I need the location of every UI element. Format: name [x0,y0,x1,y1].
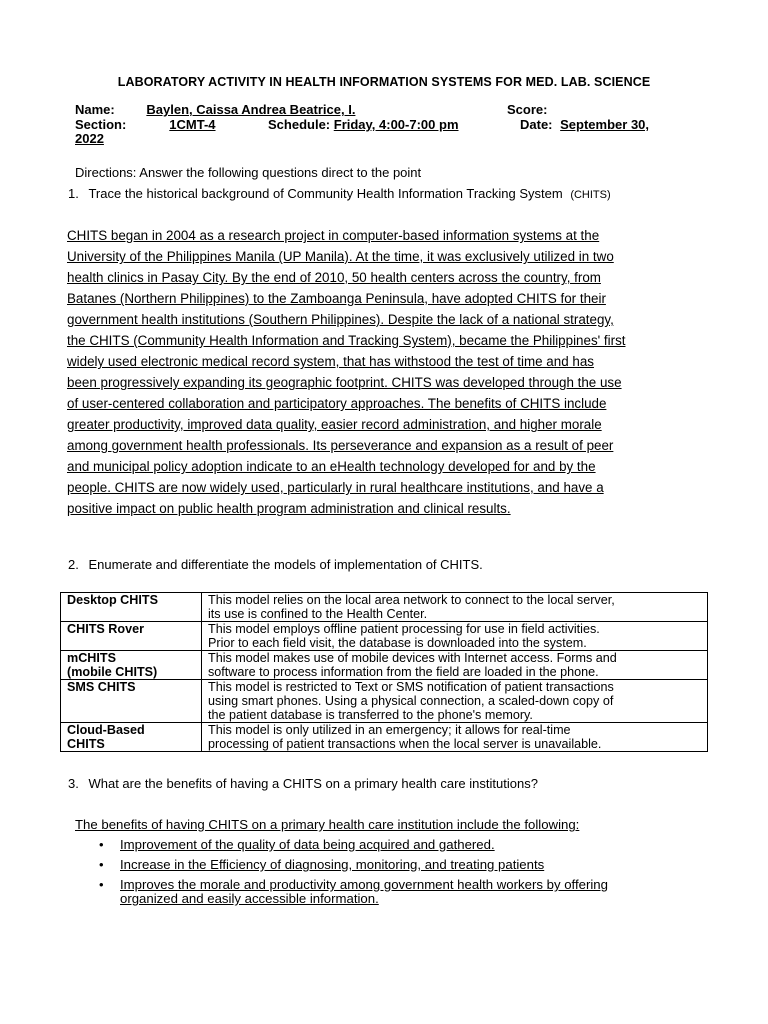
schedule-label: Schedule: [268,117,331,132]
answer-1-line: people. CHITS are now widely used, particularly in rural healthcare institutions, and have a [67,480,604,495]
schedule-row [268,117,514,132]
answer-1-line: positive impact on public health program administration and clinical results. [67,501,511,516]
model-description-line: its use is confined to the Health Center. [208,607,428,621]
answer-1-line: and municipal policy adoption indicate to an eHealth technology developed for and by the [67,459,596,474]
model-description-cell [202,680,708,723]
answer-3-intro: The benefits of having CHITS on a primary health care institution include the following: [75,817,580,832]
model-name: CHITS Rover [67,622,144,636]
answer-1-line: University of the Philippines Manila (UP Manila). At the time, it was exclusively utilized in two [67,249,614,264]
answer-1-paragraph [67,227,707,521]
document-title: LABORATORY ACTIVITY IN HEALTH INFORMATION SYSTEMS FOR MED. LAB. SCIENCE [117,75,651,89]
model-name-cell [61,622,202,651]
date-row [520,117,649,132]
name-value: Baylen, Caissa Andrea Beatrice, I. [146,102,356,117]
answer-1-line: widely used electronic medical record system, that has withstood the test of time and has [67,354,594,369]
question-1-text: Trace the historical background of Community Health Information Tracking System [88,186,563,201]
name-row [75,102,504,117]
model-name-cell [61,651,202,680]
list-item [75,838,715,852]
score-row [507,102,697,117]
question-1-suffix: (CHITS) [570,189,611,201]
benefit-list [75,838,715,906]
model-description-cell [202,593,708,622]
answer-1-line: health clinics in Pasay City. By the end of 2010, 50 health centers across the country, from [67,270,601,285]
model-name: Cloud-Based [67,723,145,737]
benefit-text: Improves the morale and productivity among government health workers by offering [120,877,608,892]
table-row [61,622,708,651]
name-label: Name: [75,102,115,117]
question-2-number: 2. [68,557,79,572]
question-3-number: 3. [68,776,79,791]
bullet-icon: • [99,837,104,852]
model-name-cell [61,680,202,723]
answer-1-line: government health institutions (Southern Philippines). Despite the lack of a national strategy, [67,312,614,327]
model-name: mCHITS [67,651,116,665]
section-value: 1CMT-4 [169,117,216,132]
model-name: SMS CHITS [67,680,136,694]
table-row [61,680,708,723]
model-description-line: Prior to each field visit, the database is downloaded into the system. [208,636,587,650]
section-label: Section: [75,117,127,132]
answer-1-line: CHITS began in 2004 as a research project in computer-based information systems at the [67,228,600,243]
model-description-line: This model employs offline patient processing for use in field activities. [208,622,600,636]
model-description-line: the patient database is transferred to the phone's memory. [208,708,533,722]
model-name: (mobile CHITS) [67,665,158,679]
schedule-value: Friday, 4:00-7:00 pm [333,117,459,132]
answer-1-line: the CHITS (Community Health Information and Tracking System), became the Philippines' first [67,333,626,348]
question-3-text: What are the benefits of having a CHITS on a primary health care institutions? [88,776,538,791]
bullet-icon: • [99,857,104,872]
benefit-text: organized and easily accessible information. [120,891,379,906]
section-row [75,117,264,132]
list-item [75,878,715,906]
model-name-cell [61,593,202,622]
model-description-line: using smart phones. Using a physical connection, a scaled-down copy of [208,694,614,708]
date-year: 2022 [75,131,104,146]
question-1 [68,186,611,201]
directions: Directions: Answer the following questions direct to the point [75,165,422,180]
table-row [61,651,708,680]
models-table [60,592,708,752]
question-2-text: Enumerate and differentiate the models of implementation of CHITS. [88,557,483,572]
answer-1-line: Batanes (Northern Philippines) to the Zamboanga Peninsula, have adopted CHITS for their [67,291,606,306]
list-item [75,858,715,872]
date-label: Date: [520,117,553,132]
model-description-line: processing of patient transactions when the local server is unavailable. [208,737,602,751]
answer-1-line: been progressively expanding its geographic footprint. CHITS was developed through the use [67,375,622,390]
score-label: Score: [507,102,548,117]
model-name: CHITS [67,737,105,751]
model-description-line: This model is restricted to Text or SMS notification of patient transactions [208,680,614,694]
answer-1-line: among government health professionals. Its perseverance and expansion as a result of peer [67,438,614,453]
model-description-cell [202,651,708,680]
model-description-line: This model is only utilized in an emergency; it allows for real-time [208,723,571,737]
model-description-line: This model makes use of mobile devices with Internet access. Forms and [208,651,617,665]
answer-1-line: greater productivity, improved data quality, easier record administration, and higher morale [67,417,602,432]
model-description-cell [202,723,708,752]
model-name: Desktop CHITS [67,593,158,607]
model-name-cell [61,723,202,752]
answer-1-line: of user-centered collaboration and participatory approaches. The benefits of CHITS include [67,396,607,411]
bullet-icon: • [99,877,104,892]
model-description-line: software to process information from the field are loaded in the phone. [208,665,599,679]
question-3 [68,776,538,791]
table-row [61,593,708,622]
model-description-cell [202,622,708,651]
table-row [61,723,708,752]
answer-3 [75,817,715,912]
model-description-line: This model relies on the local area network to connect to the local server, [208,593,615,607]
date-value: September 30, [560,117,650,132]
benefit-text: Increase in the Efficiency of diagnosing, monitoring, and treating patients [120,857,545,872]
benefit-text: Improvement of the quality of data being acquired and gathered. [120,837,495,852]
question-2 [68,557,483,572]
question-1-number: 1. [68,186,79,201]
